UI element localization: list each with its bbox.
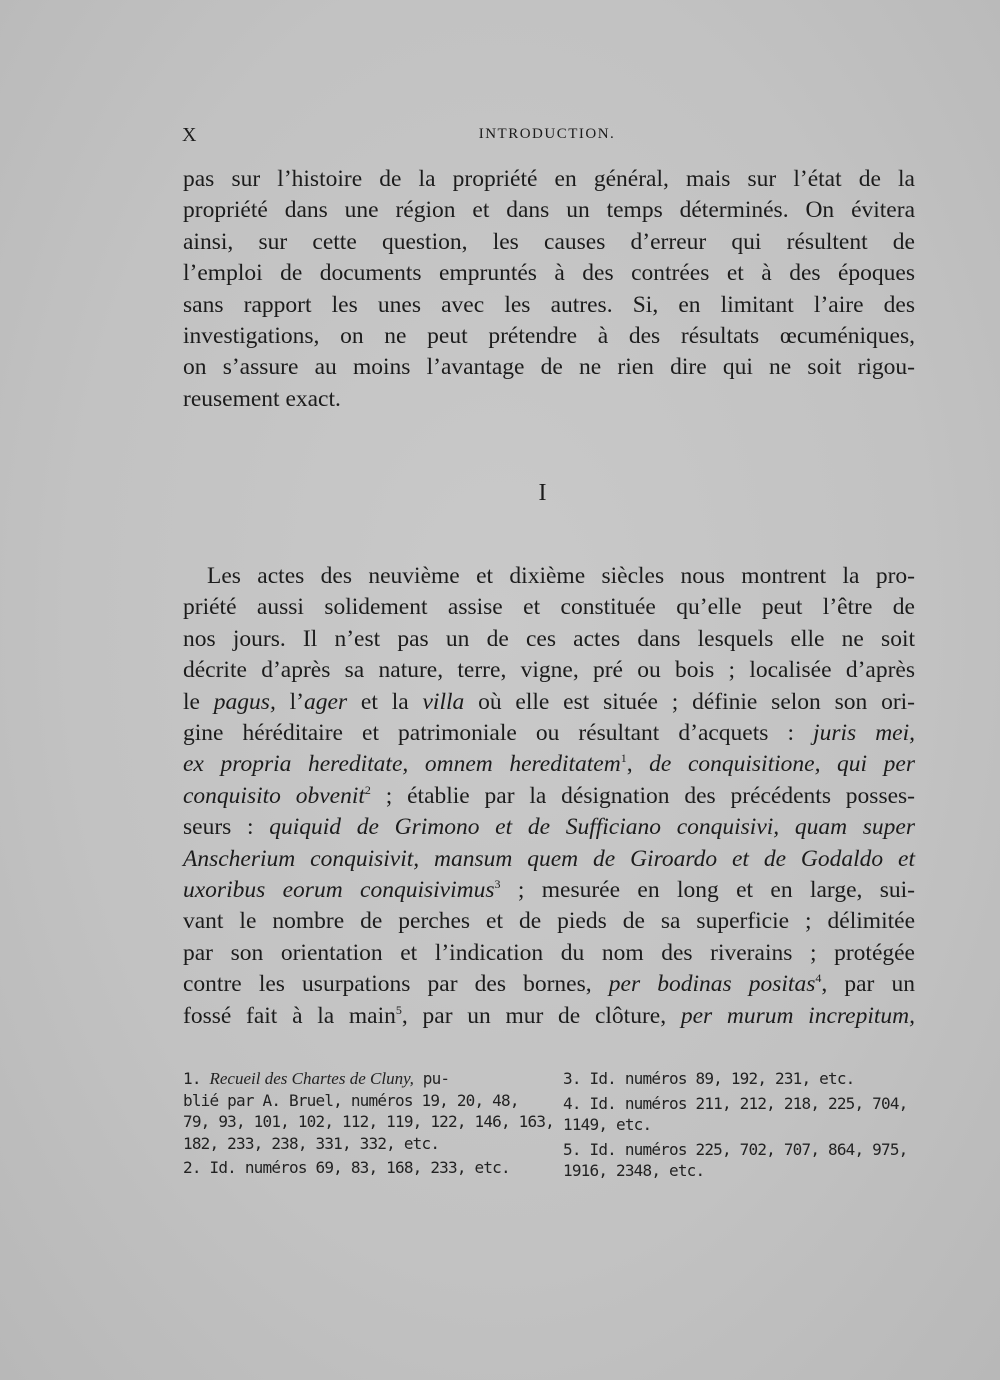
text-line: ex propria hereditate, omnem hereditatem$^1$, de conquisitione, qui per [183, 751, 915, 778]
text-line: uxoribus eorum conquisivimus$^3$ ; mesurée en long et en large, sui- [183, 877, 915, 904]
text-line: reusement exact. [183, 385, 341, 412]
text-line: pas sur l’histoire de la propriété en général, mais sur l’état de la [183, 166, 915, 192]
footnote-3: 3. Id. numéros 89, 192, 231, etc. [563, 1069, 855, 1088]
text-line: par son orientation et l’indication du nom des riverains ; protégée [183, 939, 915, 966]
footnote-2: 2. Id. numéros 69, 83, 168, 233, etc. [183, 1158, 510, 1177]
running-title: INTRODUCTION. [478, 126, 616, 142]
text-line: le pagus, l’ager et la villa où elle est située ; définie selon son ori- [183, 688, 916, 715]
text-line: Les actes des neuvième et dixième siècles nous montrent la pro- [207, 563, 915, 589]
text-line: investigations, on ne peut prétendre à des résultats œcuméniques, [183, 323, 915, 350]
text-line: sans rapport les unes avec les autres. Si, en limitant l’aire des [183, 291, 915, 318]
footnotes-left-column [183, 1068, 554, 1182]
footnote-4: 4. Id. numéros 211, 212, 218, 225, 704, 1149, etc. [563, 1093, 908, 1134]
text-line: décrite d’après sa nature, terre, vigne, pré ou bois ; localisée d’après [183, 657, 915, 684]
footnote-ref: 4 [815, 971, 822, 986]
text-line: ainsi, sur cette question, les causes d’erreur qui résultent de [183, 228, 915, 255]
text-line: seurs : quiquid de Grimono et de Sufficiano conquisivi, quam super [183, 814, 916, 841]
page-number: X [182, 124, 198, 146]
footnote-1: 1. Recueil des Chartes de Cluny, pu- blié par A. Bruel, numéros 19, 20, 48, 79, 93, 101, 102, 112, 119, 122, 146, 163, 182, 233, 238, 331, 332, etc. [183, 1069, 554, 1153]
text-line: Anscherium conquisivit, mansum quem de Giroardo et de Godaldo et [183, 845, 915, 872]
text-line: nos jours. Il n’est pas un de ces actes dans lesquels elle ne soit [183, 625, 915, 652]
paragraph-property [183, 561, 915, 1032]
text-line: priété aussi solidement assise et constituée qu’elle peut l’être de [183, 594, 915, 621]
text-line: vant le nombre de perches et de pieds de sa superficie ; délimitée [183, 908, 915, 935]
footnotes-right-column [563, 1068, 913, 1185]
paragraph-intro [183, 164, 915, 415]
text-line: l’emploi de documents empruntés à des contrées et à des époques [183, 260, 915, 287]
text-line: gine héréditaire et patrimoniale ou résultant d’acquets : juris mei, [183, 720, 916, 747]
footnote-ref: 5 [395, 1002, 402, 1017]
footnote-ref: 3 [494, 877, 501, 892]
footnote-ref: 1 [620, 751, 627, 766]
text-line: propriété dans une région et dans un temps déterminés. On évitera [183, 197, 915, 224]
text-line: contre les usurpations par des bornes, per bodinas positas$^4$, par un [183, 971, 915, 998]
section-number: I [538, 480, 547, 506]
running-head [182, 124, 912, 148]
text-line: conquisito obvenit$^2$ ; établie par la désignation des précédents posses- [183, 782, 915, 809]
footnote-ref: 2 [364, 783, 371, 798]
text-line: on s’assure au moins l’avantage de ne rien dire qui ne soit rigou- [183, 354, 915, 381]
footnote-5: 5. Id. numéros 225, 702, 707, 864, 975, 1916, 2348, etc. [563, 1139, 908, 1180]
text-line: fossé fait à la main$^5$, par un mur de clôture, per murum increpitum, [183, 1002, 915, 1029]
